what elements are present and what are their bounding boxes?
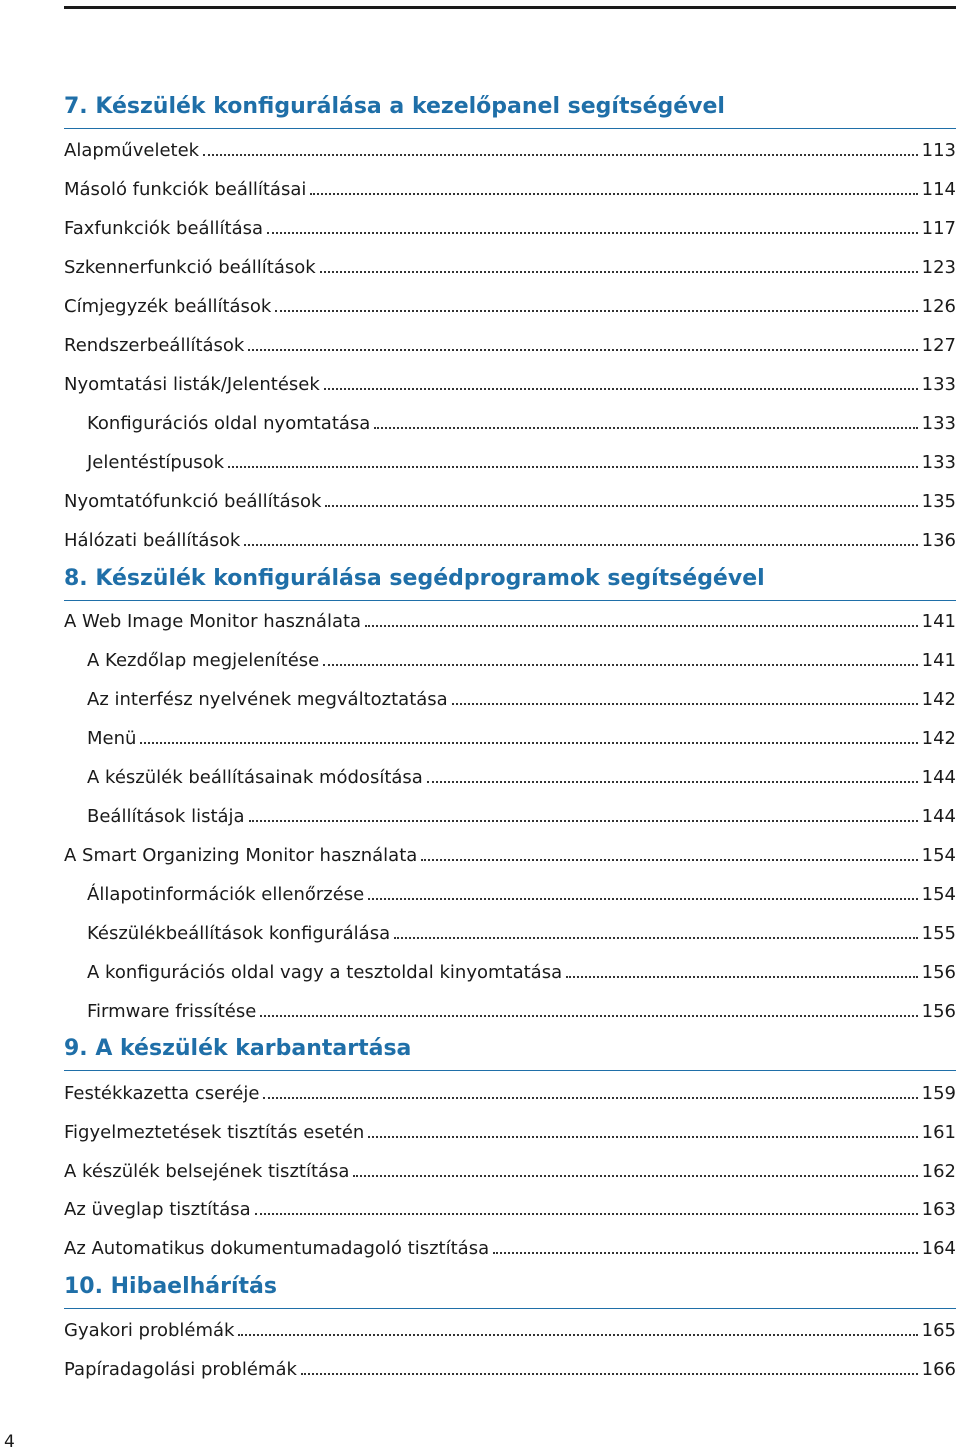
toc-entry[interactable] [64, 1083, 956, 1109]
toc-entry[interactable] [64, 1320, 956, 1346]
dot-leader [248, 349, 917, 351]
top-rule [64, 6, 956, 9]
toc-entry[interactable] [64, 1359, 956, 1385]
dot-leader [427, 781, 918, 783]
toc-entry-label: Címjegyzék beállítások [64, 296, 272, 317]
toc-entry-page: 133 [921, 452, 956, 473]
dot-leader [368, 898, 917, 900]
toc-entry-label: Másoló funkciók beállításai [64, 179, 307, 200]
toc-entry-page: 156 [921, 1001, 956, 1022]
toc-entry-page: 162 [921, 1161, 956, 1182]
toc-entry-page: 156 [921, 962, 956, 983]
toc-entry-label: Firmware frissítése [87, 1001, 257, 1022]
dot-leader [368, 1136, 917, 1138]
toc-entry-page: 135 [921, 491, 956, 512]
toc-entry-label: Hálózati beállítások [64, 530, 241, 551]
toc-entry-label: Alapműveletek [64, 140, 200, 161]
chapter-7-title[interactable]: 7. Készülék konfigurálása a kezelőpanel segítségével [64, 94, 725, 119]
toc-entry[interactable] [64, 179, 956, 205]
toc-subentry[interactable] [87, 413, 956, 439]
toc-entry-page: 117 [921, 218, 956, 239]
toc-entry-page: 142 [921, 728, 956, 749]
toc-entry-label: Papíradagolási problémák [64, 1359, 297, 1380]
toc-entry-page: 126 [921, 296, 956, 317]
toc-entry-page: 144 [921, 767, 956, 788]
dot-leader [238, 1334, 917, 1336]
toc-entry[interactable] [64, 1238, 956, 1264]
toc-entry-label: Nyomtatási listák/Jelentések [64, 374, 320, 395]
dot-leader [263, 1097, 917, 1099]
toc-entry[interactable] [64, 1199, 956, 1225]
toc-subentry[interactable] [87, 452, 956, 478]
toc-subentry[interactable] [87, 767, 956, 793]
toc-entry-page: 165 [921, 1320, 956, 1341]
toc-subentry[interactable] [87, 689, 956, 715]
toc-entry-label: Az üveglap tisztítása [64, 1199, 251, 1220]
dot-leader [267, 232, 918, 234]
chapter-9-rule [64, 1070, 956, 1071]
toc-entry[interactable] [64, 530, 956, 556]
chapter-10-title[interactable]: 10. Hibaelhárítás [64, 1274, 277, 1299]
chapter-8-rule [64, 600, 956, 601]
dot-leader [228, 466, 918, 468]
toc-entry-label: Festékkazetta cseréje [64, 1083, 260, 1104]
toc-entry-label: Nyomtatófunkció beállítások [64, 491, 322, 512]
toc-subentry[interactable] [87, 962, 956, 988]
dot-leader [249, 820, 918, 822]
toc-entry-page: 123 [921, 257, 956, 278]
toc-entry-label: Készülékbeállítások konfigurálása [87, 923, 391, 944]
toc-entry-page: 133 [921, 413, 956, 434]
toc-entry-page: 114 [921, 179, 956, 200]
toc-entry-page: 163 [921, 1199, 956, 1220]
toc-subentry[interactable] [87, 728, 956, 754]
toc-entry-label: Az Automatikus dokumentumadagoló tisztítása [64, 1238, 490, 1259]
toc-entry-label: A Kezdőlap megjelenítése [87, 650, 320, 671]
dot-leader [493, 1252, 918, 1254]
chapter-7-rule [64, 128, 956, 129]
toc-entry[interactable] [64, 296, 956, 322]
dot-leader [353, 1175, 917, 1177]
toc-entry-page: 154 [921, 884, 956, 905]
toc-entry[interactable] [64, 491, 956, 517]
chapter-8-title[interactable]: 8. Készülék konfigurálása segédprogramok segítségével [64, 566, 765, 591]
dot-leader [374, 427, 917, 429]
toc-entry-page: 159 [921, 1083, 956, 1104]
toc-entry-page: 133 [921, 374, 956, 395]
toc-entry-label: Figyelmeztetések tisztítás esetén [64, 1122, 365, 1143]
dot-leader [310, 193, 917, 195]
dot-leader [325, 505, 917, 507]
toc-entry-label: Gyakori problémák [64, 1320, 235, 1341]
dot-leader [452, 703, 918, 705]
toc-entry-page: 141 [921, 650, 956, 671]
dot-leader [244, 544, 917, 546]
chapter-10-rule [64, 1308, 956, 1309]
toc-entry-label: Jelentéstípusok [87, 452, 225, 473]
toc-entry-page: 127 [921, 335, 956, 356]
dot-leader [394, 937, 918, 939]
dot-leader [323, 664, 917, 666]
dot-leader [566, 976, 918, 978]
toc-entry-page: 154 [921, 845, 956, 866]
toc-entry-label: A készülék belsejének tisztítása [64, 1161, 350, 1182]
toc-entry-label: A Smart Organizing Monitor használata [64, 845, 418, 866]
toc-entry-label: Az interfész nyelvének megváltoztatása [87, 689, 448, 710]
toc-entry[interactable] [64, 140, 956, 166]
toc-subentry[interactable] [87, 923, 956, 949]
dot-leader [324, 388, 918, 390]
dot-leader [260, 1015, 917, 1017]
toc-entry-page: 136 [921, 530, 956, 551]
toc-entry-page: 144 [921, 806, 956, 827]
toc-entry[interactable] [64, 335, 956, 361]
dot-leader [255, 1213, 918, 1215]
toc-entry-page: 155 [921, 923, 956, 944]
dot-leader [320, 271, 918, 273]
toc-entry-page: 142 [921, 689, 956, 710]
toc-subentry[interactable] [87, 884, 956, 910]
dot-leader [365, 625, 918, 627]
toc-entry-label: Beállítások listája [87, 806, 245, 827]
toc-entry[interactable] [64, 257, 956, 283]
toc-entry-page: 161 [921, 1122, 956, 1143]
toc-entry-label: Faxfunkciók beállítása [64, 218, 264, 239]
toc-entry-label: Menü [87, 728, 137, 749]
toc-entry[interactable] [64, 1122, 956, 1148]
toc-entry[interactable] [64, 845, 956, 871]
toc-entry[interactable] [64, 374, 956, 400]
dot-leader [275, 310, 917, 312]
dot-leader [203, 154, 918, 156]
toc-entry-label: Szkennerfunkció beállítások [64, 257, 316, 278]
toc-subentry[interactable] [87, 806, 956, 832]
toc-entry-label: Konfigurációs oldal nyomtatása [87, 413, 371, 434]
dot-leader [301, 1373, 918, 1375]
toc-entry-label: Rendszerbeállítások [64, 335, 245, 356]
chapter-9-title[interactable]: 9. A készülék karbantartása [64, 1036, 412, 1061]
toc-entry[interactable] [64, 1161, 956, 1187]
toc-entry[interactable] [64, 611, 956, 637]
toc-entry-page: 141 [921, 611, 956, 632]
dot-leader [421, 859, 917, 861]
toc-entry-label: Állapotinformációk ellenőrzése [87, 884, 365, 905]
toc-entry-page: 164 [921, 1238, 956, 1259]
toc-entry-label: A konfigurációs oldal vagy a tesztoldal kinyomtatása [87, 962, 563, 983]
toc-subentry[interactable] [87, 650, 956, 676]
toc-entry[interactable] [64, 218, 956, 244]
toc-subentry[interactable] [87, 1001, 956, 1027]
toc-entry-label: A Web Image Monitor használata [64, 611, 362, 632]
page-number: 4 [4, 1432, 15, 1452]
toc-entry-page: 166 [921, 1359, 956, 1380]
toc-entry-page: 113 [921, 140, 956, 161]
dot-leader [140, 742, 917, 744]
toc-entry-label: A készülék beállításainak módosítása [87, 767, 423, 788]
